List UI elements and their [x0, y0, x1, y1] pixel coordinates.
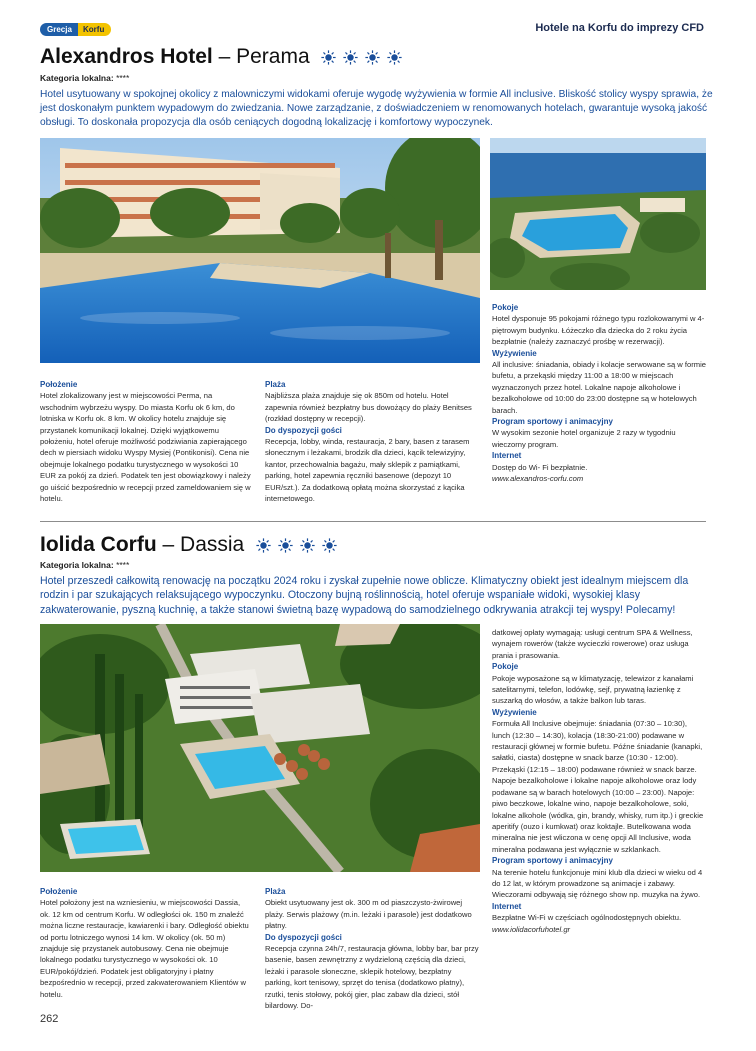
hotel1-name: Alexandros Hotel — [40, 45, 213, 68]
board-text: Formuła All Inclusive obejmuje: śniadania (07:30 – 10:30), lunch (12:30 – 14:30), kolacja (18:30-21:00) podawane w restauracji głównej w formie bufetu. Późne śniadanie (kanapki, sałatki, ciasta) dostępne w snack barze (10:30 - 12:00). Przekąski (12:15 – 18:00) podawane również w snack barze. Napoje bezalkoholowe i lokalne napoje alkoholowe oraz lody podawane są w barach hotelowych (10:00 – 23:00). Napoje: piwo beczkowe, lokalne wino, napoje bezalkoholowe, soki, lokalne alkohole (wódka, gin, brandy, whisky, rum itp.) i greckie aperitify (ouzo i kumkwat) oraz koktajle. Butelkowana woda mineralna nie jest wliczona w cenę opcji All Inclusive, woda mineralna podawana jest wyłącznie w szklankach. — [492, 719, 704, 854]
section-heading: Program sportowy i animacyjny — [492, 856, 613, 866]
board-text: All inclusive: śniadania, obiady i kolacje serwowane są w formie bufetu, a przekąski między 11:00 a 18:00 w miejscach wyznaczonych przez hotel. Lokalne napoje alkoholowe i bezalkoholowe od 10:00 do 23:00 dostępne są w hotelowych barach. — [492, 360, 706, 415]
section-divider — [40, 521, 706, 522]
section-heading: Pokoje — [492, 662, 519, 672]
internet-text: Bezpłatne Wi-Fi w częściach ogólnodostępnych obiektu. — [492, 913, 682, 923]
page-number: 262 — [40, 1013, 59, 1025]
section-heading: Program sportowy i animacyjny — [492, 417, 613, 427]
section-heading: Położenie — [40, 887, 78, 896]
hotel1-col3 — [492, 302, 706, 485]
sun-icon — [343, 50, 358, 65]
facilities-text: Recepcja czynna 24h/7, restauracja główna, lobby bar, bar przy basenie, basen zewnętrzny z wydzieloną częścią dla dzieci, leżaki i parasole słoneczne, sklepik hotelowy, bezpłatny parking, kort tenisowy, sprzęt do tenisa (dodatkowo płatny), rzutki, tenis stołowy, pokój gier, plac zabaw dla dzieci, stół bilardowy. Do- — [265, 944, 479, 1011]
country-tag: Grecja — [40, 23, 78, 36]
hotel1-website-link[interactable]: www.alexandros-corfu.com — [492, 474, 584, 484]
hotel1-aerial-photo — [490, 138, 706, 290]
hotel2-col3 — [492, 627, 706, 935]
title-dash: – — [218, 45, 231, 68]
hotel1-col2 — [265, 379, 480, 504]
category-label: Kategoria lokalna: — [40, 560, 114, 570]
category-stars: **** — [116, 73, 130, 83]
hotel2-lead: Hotel przeszedł całkowitą renowację na początku 2024 roku i zyskał zupełnie nowe oblicze. Klimatyczny obiekt jest idealnym miejscem dla rodzin i par szukających relaksującego wypoczynku. Otoczony bujną roślinnością, hotel oferuje wspaniałe widoki, wysokiej klasy zakwaterowanie, pyszną kuchnię, a także stanowi świetną bazę wypadową do samodzielnego odkrywania atrakcji tej wyspy! Polecamy! — [40, 575, 689, 616]
section-heading: Plaża — [265, 380, 286, 389]
hotel2-sun-rating — [256, 533, 338, 557]
beach-text: Obiekt usytuowany jest ok. 300 m od piaszczysto-żwirowej plaży. Serwis plażowy (m.in. leżaki i parasole) jest dodatkowo płatny. — [265, 898, 472, 931]
hotel2-col1 — [40, 886, 252, 1000]
category-label: Kategoria lokalna: — [40, 73, 114, 83]
program-text: Na terenie hotelu funkcjonuje mini klub dla dzieci w wieku od 4 do 12 lat, w którym prowadzone są animacje i zabawy. Wieczorami odbywają się różnego show np. muzyka na żywo. — [492, 867, 703, 900]
hotel1-col1 — [40, 379, 252, 504]
hotel2-name: Iolida Corfu — [40, 533, 157, 556]
section-heading: Plaża — [265, 887, 286, 896]
internet-text: Dostęp do Wi- Fi bezpłatnie. — [492, 462, 588, 472]
hotel1-sun-rating — [321, 45, 403, 69]
section-heading: Pokoje — [492, 303, 519, 312]
series-title: Hotele na Korfu do imprezy CFD — [535, 22, 704, 34]
hotel2-category — [40, 560, 129, 570]
hotel2-title — [40, 533, 338, 557]
title-dash: – — [162, 533, 175, 556]
facilities-text: Recepcja, lobby, winda, restauracja, 2 bary, basen z tarasem słonecznym i leżakami, brodzik dla dzieci, kącik telewizyjny, kantor, przechowalnia bagażu, mały sklepik z pamiątkami, parking, hotel zapewnia ręczniki basenowe (depozyt 10 EUR/szt.). Za dodatkową opłatą można skorzystać z kącika internetowego. — [265, 437, 470, 504]
sun-icon — [256, 538, 271, 553]
sun-icon — [278, 538, 293, 553]
hotel2-col2 — [265, 886, 480, 1011]
hotel1-pool-photo — [40, 138, 480, 363]
hotel1-location: Perama — [236, 45, 310, 68]
hotel1-title — [40, 45, 403, 69]
section-heading: Wyżywienie — [492, 348, 537, 358]
beach-text: Najbliższa plaża znajduje się ok 850m od hotelu. Hotel zapewnia również bezpłatny bus dowożący do plaży Benitses (rozkład dostępny w recepcji). — [265, 391, 472, 424]
category-stars: **** — [116, 560, 130, 570]
rooms-text: Hotel dysponuje 95 pokojami różnego typu rozlokowanymi w 4-piętrowym budynku. Łóżeczko dla dziecka do 2 roku życia bezpłatnie (należy zaznaczyć prośbę w rezerwacji). — [492, 314, 705, 347]
hotel1-category — [40, 73, 129, 83]
sun-icon — [300, 538, 315, 553]
region-tag: Korfu — [78, 23, 111, 36]
program-text: W wysokim sezonie hotel organizuje 2 razy w tygodniu wieczorny program. — [492, 428, 676, 449]
sun-icon — [322, 538, 337, 553]
section-heading: Do dyspozycji gości — [265, 932, 342, 942]
hotel1-lead: Hotel usytuowany w spokojnej okolicy z malowniczymi widokami oferuje wygodę wyżywienia w formie All inclusive. Bliskość stolicy wyspy sprawia, że jest doskonałym punktem wypadowym do zwiedzania. Nowe zarządzanie, z doświadczeniem w renomowanych hotelach, gwarantuje wysoką jakość obsługi. To doskonała propozycja dla osób ceniących dogodną lokalizację i komfortowy wypoczynek. — [40, 89, 713, 128]
section-heading: Do dyspozycji gości — [265, 425, 342, 435]
location-text: Hotel zlokalizowany jest w miejscowości Perma, na wschodnim wybrzeżu wyspy. Do miasta Korfu ok 6 km, do lotniska w Korfu ok. 8 km. W okolicy hotelu znajduje się przystanek komunikacji lokalnej. Dzięki wyjątkowemu położeniu, hotel oferuje możliwość podziwiania zapierającego dech w piersiach widoku Wyspy Mysiej (Pontikonisi). Cena nie obejmuje lokalnego podatku turystycznego w wysokości 10 EUR za pokój za dzień. Podatek ten jest obowiązkowy i należy go uiścić bezpośrednio w recepcji przed zameldowaniem się w hotelu. — [40, 391, 251, 504]
facilities-continued-text: datkowej opłaty wymagają: usługi centrum SPA & Wellness, wynajem rowerów (także wycieczki rowerowe) oraz usługa prania i prasowania. — [492, 628, 693, 660]
sun-icon — [387, 50, 402, 65]
location-text: Hotel położony jest na wzniesieniu, w miejscowości Dassia, ok. 12 km od centrum Korfu. W odległości ok. 150 m znaleźć można liczne restauracje, kawiarenki i bary. Odległość obiektu od portu lotniczego wynosi 14 km. W okolicy (ok. 50 m) znajduje się przystanek autobusowy. Cena nie obejmuje lokalnego podatku turystycznego w wysokości ok. 10 EUR/pokój/dzień. Podatek jest obligatoryjny i płatny bezpośrednio w recepcji, przed zakwaterowaniem Klientów w hotelu. — [40, 898, 249, 999]
hotel2-aerial-photo — [40, 624, 480, 872]
rooms-text: Pokoje wyposażone są w klimatyzację, telewizor z kanałami satelitarnymi, telefon, lodówkę, sejf, prywatną łazienkę z suszarką do włosów, a także balkon lub taras. — [492, 673, 694, 706]
sun-icon — [365, 50, 380, 65]
sun-icon — [321, 50, 336, 65]
section-heading: Położenie — [40, 380, 78, 389]
section-heading: Internet — [492, 901, 522, 911]
hotel2-location: Dassia — [180, 533, 245, 556]
section-heading: Internet — [492, 451, 522, 461]
section-heading: Wyżywienie — [492, 707, 537, 717]
hotel2-website-link[interactable]: www.iolidacorfuhotel.gr — [492, 924, 571, 934]
